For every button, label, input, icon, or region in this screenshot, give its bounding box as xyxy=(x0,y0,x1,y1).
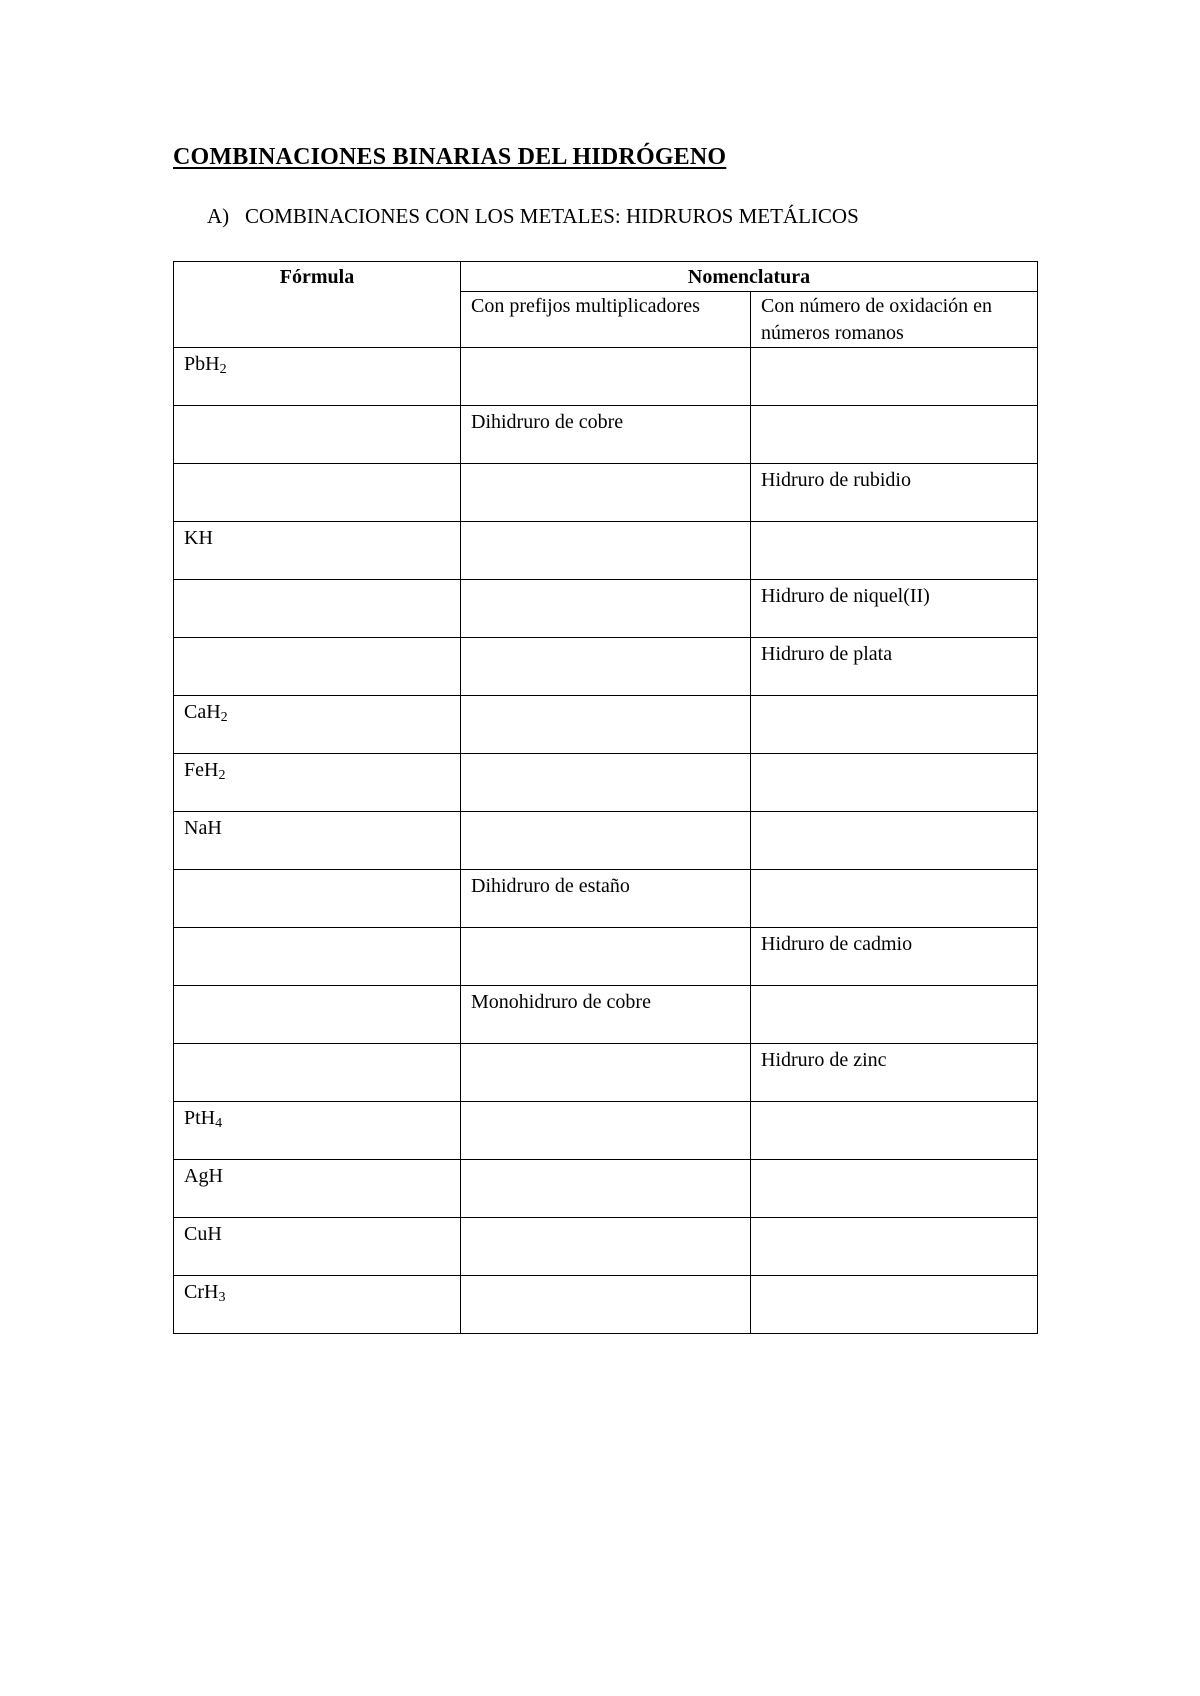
formula-subscript: 2 xyxy=(218,768,226,783)
table-row xyxy=(174,1160,1038,1218)
oxidation-cell[interactable]: Hidruro de cadmio xyxy=(751,928,1038,986)
formula-subscript: 3 xyxy=(218,1290,226,1305)
prefixes-cell[interactable] xyxy=(461,580,751,638)
formula-cell[interactable] xyxy=(174,928,461,986)
oxidation-cell[interactable]: Hidruro de plata xyxy=(751,638,1038,696)
formula-cell[interactable] xyxy=(174,1044,461,1102)
prefixes-cell[interactable] xyxy=(461,1276,751,1334)
oxidation-header: Con número de oxidación en números romanos xyxy=(751,292,1038,348)
nomenclature-header: Nomenclatura xyxy=(461,262,1038,292)
table-row xyxy=(174,522,1038,580)
oxidation-cell[interactable] xyxy=(751,1160,1038,1218)
table-row xyxy=(174,1218,1038,1276)
prefixes-cell[interactable] xyxy=(461,1102,751,1160)
prefixes-cell[interactable] xyxy=(461,812,751,870)
table-row xyxy=(174,406,1038,464)
formula-base: PbH xyxy=(184,353,220,375)
table-row xyxy=(174,1276,1038,1334)
formula-cell[interactable] xyxy=(174,986,461,1044)
section-title-text: COMBINACIONES CON LOS METALES: HIDRUROS METÁLICOS xyxy=(245,204,859,228)
formula-cell[interactable] xyxy=(174,406,461,464)
oxidation-cell[interactable] xyxy=(751,812,1038,870)
oxidation-cell[interactable] xyxy=(751,870,1038,928)
formula-base: CrH xyxy=(184,1281,219,1303)
formula-cell[interactable] xyxy=(174,522,461,580)
table-row xyxy=(174,348,1038,406)
table-row xyxy=(174,696,1038,754)
oxidation-cell[interactable] xyxy=(751,1218,1038,1276)
table-row xyxy=(174,870,1038,928)
formula-cell[interactable] xyxy=(174,638,461,696)
formula-base: CuH xyxy=(184,1223,222,1245)
table-row xyxy=(174,1044,1038,1102)
page-title: COMBINACIONES BINARIAS DEL HIDRÓGENO xyxy=(173,144,727,170)
formula-base: PtH xyxy=(184,1107,216,1129)
formula-cell[interactable] xyxy=(174,754,461,812)
oxidation-cell[interactable] xyxy=(751,986,1038,1044)
oxidation-cell[interactable] xyxy=(751,696,1038,754)
prefixes-cell[interactable]: Monohidruro de cobre xyxy=(461,986,751,1044)
table-row xyxy=(174,638,1038,696)
prefixes-cell[interactable] xyxy=(461,754,751,812)
header-row xyxy=(174,262,1038,292)
formula-cell[interactable] xyxy=(174,812,461,870)
oxidation-cell[interactable] xyxy=(751,348,1038,406)
table-row xyxy=(174,1102,1038,1160)
oxidation-cell[interactable] xyxy=(751,754,1038,812)
table-row xyxy=(174,754,1038,812)
formula-base: AgH xyxy=(184,1165,223,1187)
formula-cell[interactable] xyxy=(174,464,461,522)
formula-base: FeH xyxy=(184,759,219,781)
oxidation-cell[interactable]: Hidruro de rubidio xyxy=(751,464,1038,522)
prefixes-cell[interactable]: Dihidruro de estaño xyxy=(461,870,751,928)
section-marker: A) xyxy=(207,204,230,228)
oxidation-cell[interactable] xyxy=(751,406,1038,464)
formula-header: Fórmula xyxy=(174,262,461,348)
oxidation-cell[interactable] xyxy=(751,522,1038,580)
prefixes-cell[interactable] xyxy=(461,638,751,696)
section-title xyxy=(207,204,859,229)
prefixes-cell[interactable] xyxy=(461,1044,751,1102)
prefixes-cell[interactable] xyxy=(461,522,751,580)
formula-cell[interactable] xyxy=(174,696,461,754)
hydrides-table xyxy=(173,261,1038,1334)
prefixes-cell[interactable]: Dihidruro de cobre xyxy=(461,406,751,464)
formula-base: KH xyxy=(184,527,213,549)
formula-base: CaH xyxy=(184,701,221,723)
prefixes-cell[interactable] xyxy=(461,696,751,754)
table-row xyxy=(174,464,1038,522)
formula-cell[interactable] xyxy=(174,580,461,638)
formula-subscript: 2 xyxy=(219,362,227,377)
formula-cell[interactable] xyxy=(174,870,461,928)
formula-cell[interactable] xyxy=(174,1102,461,1160)
oxidation-cell[interactable] xyxy=(751,1102,1038,1160)
prefixes-cell[interactable] xyxy=(461,464,751,522)
table-row xyxy=(174,986,1038,1044)
prefixes-cell[interactable] xyxy=(461,1218,751,1276)
formula-cell[interactable] xyxy=(174,1218,461,1276)
table-row xyxy=(174,812,1038,870)
prefixes-cell[interactable] xyxy=(461,928,751,986)
formula-cell[interactable] xyxy=(174,348,461,406)
oxidation-cell[interactable] xyxy=(751,1276,1038,1334)
oxidation-cell[interactable]: Hidruro de zinc xyxy=(751,1044,1038,1102)
formula-cell[interactable] xyxy=(174,1276,461,1334)
prefixes-cell[interactable] xyxy=(461,1160,751,1218)
formula-cell[interactable] xyxy=(174,1160,461,1218)
oxidation-cell[interactable]: Hidruro de niquel(II) xyxy=(751,580,1038,638)
prefixes-cell[interactable] xyxy=(461,348,751,406)
table-row xyxy=(174,928,1038,986)
formula-subscript: 2 xyxy=(220,710,228,725)
table-body xyxy=(174,348,1038,1334)
formula-base: NaH xyxy=(184,817,222,839)
table-row xyxy=(174,580,1038,638)
formula-subscript: 4 xyxy=(215,1116,223,1131)
prefixes-header: Con prefijos multiplicadores xyxy=(461,292,751,348)
